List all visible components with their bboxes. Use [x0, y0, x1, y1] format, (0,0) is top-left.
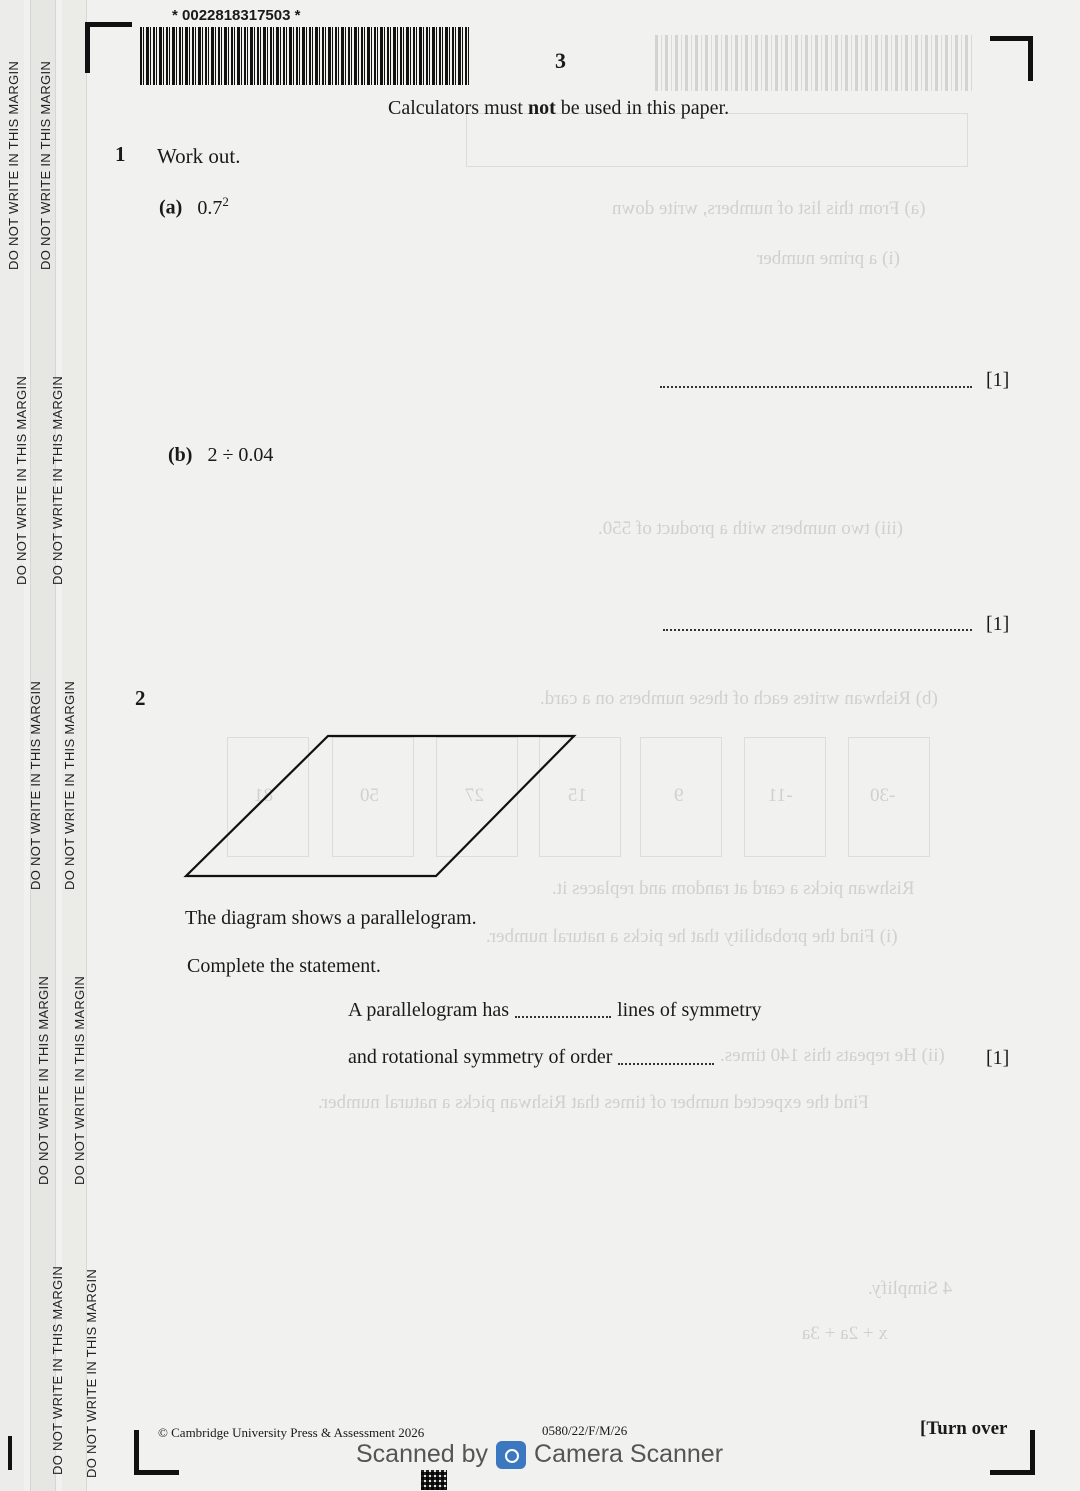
question-stem: Work out.: [157, 144, 241, 168]
margin-warning: DO NOT WRITE IN THIS MARGIN: [50, 375, 65, 585]
candidate-barcode-number: * 0022818317503 *: [172, 7, 301, 24]
corner-mark-top-left: [85, 22, 132, 73]
ghost-text: Rishwan picks a card at random and replaces it.: [552, 878, 915, 899]
ghost-barcode: [655, 35, 975, 91]
calculator-instruction: [388, 97, 729, 120]
margin-warning: DO NOT WRITE IN THIS MARGIN: [84, 1268, 99, 1478]
ghost-text: (i) Find the probability that he picks a natural number.: [486, 926, 898, 947]
answer-blank-lines-of-symmetry[interactable]: [515, 1000, 611, 1018]
scanner-label: Camera Scanner: [534, 1440, 724, 1468]
scanner-label: Scanned by: [356, 1440, 489, 1468]
margin-warning: DO NOT WRITE IN THIS MARGIN: [38, 60, 53, 270]
ghost-text: x + 2a + 3a: [802, 1323, 888, 1344]
camera-icon: [496, 1441, 526, 1469]
paper-code: 0580/22/F/M/26: [542, 1423, 628, 1438]
part-b: [168, 444, 273, 467]
ghost-text: 4 Simplify.: [868, 1278, 953, 1299]
ghost-card-value: 15: [568, 785, 587, 806]
question-number: 2: [135, 686, 146, 710]
expression-base: 0.7: [197, 196, 223, 219]
mark-allocation: [1]: [986, 1047, 1010, 1069]
ghost-card-value: 81: [254, 785, 273, 806]
ghost-text: (i) a prime number: [757, 248, 900, 269]
instruction: Complete the statement.: [187, 955, 381, 977]
ghost-card-value: -30: [870, 785, 896, 806]
margin-warning: DO NOT WRITE IN THIS MARGIN: [14, 375, 29, 585]
ghost-text: Find the expected number of times that Rishwan picks a natural number.: [318, 1092, 869, 1113]
answer-line-1a[interactable]: [660, 368, 972, 388]
expression-exponent: 2: [222, 194, 229, 209]
statement-text: A parallelogram has: [348, 999, 510, 1021]
parallelogram-diagram: [180, 728, 580, 883]
ghost-card-value: 50: [360, 785, 379, 806]
turn-over: [Turn over: [920, 1418, 1008, 1439]
margin-warning: DO NOT WRITE IN THIS MARGIN: [6, 60, 21, 270]
ghost-card-value: 27: [465, 785, 484, 806]
ghost-text: (a) From this list of numbers, write down: [612, 198, 926, 219]
corner-mark-top-right: [990, 36, 1033, 81]
answer-line-1b[interactable]: [663, 611, 972, 631]
instruction-bold: not: [527, 97, 556, 119]
part-a: [159, 194, 229, 220]
part-label: (a): [159, 196, 183, 219]
expression: 2 ÷ 0.04: [207, 444, 274, 466]
scanner-watermark: [356, 1440, 723, 1469]
qr-code-icon: [421, 1470, 447, 1490]
ghost-text: (ii) He repeats this 140 times.: [720, 1045, 945, 1066]
answer-blank-rotational-order[interactable]: [618, 1047, 714, 1065]
part-label: (b): [168, 444, 193, 466]
margin-warning: DO NOT WRITE IN THIS MARGIN: [28, 680, 43, 890]
page-number: 3: [555, 48, 566, 73]
mark-allocation: [1]: [986, 369, 1010, 391]
candidate-barcode: [140, 27, 470, 85]
margin-warning: DO NOT WRITE IN THIS MARGIN: [50, 1265, 65, 1475]
ghost-text: (iii) two numbers with a product of 550.: [598, 518, 904, 539]
margin-warning: DO NOT WRITE IN THIS MARGIN: [36, 975, 51, 1185]
corner-mark-far-left: [8, 1436, 20, 1470]
question-number: 1: [115, 142, 126, 166]
diagram-caption: The diagram shows a parallelogram.: [185, 907, 477, 929]
statement-text: lines of symmetry: [617, 999, 762, 1021]
copyright: © Cambridge University Press & Assessment 2026: [158, 1425, 425, 1440]
statement-line-2: [348, 1046, 714, 1069]
margin-warning: DO NOT WRITE IN THIS MARGIN: [62, 680, 77, 890]
mark-allocation: [1]: [986, 613, 1010, 635]
ghost-card-value: -11: [768, 785, 793, 806]
ghost-card-value: 9: [674, 785, 684, 806]
ghost-text: (b) Rishwan writes each of these numbers on a card.: [540, 688, 938, 709]
instruction-text: be used in this paper.: [555, 97, 730, 119]
statement-line-1: [348, 999, 762, 1022]
margin-warning: DO NOT WRITE IN THIS MARGIN: [72, 975, 87, 1185]
ghost-number-list-box: [466, 113, 968, 167]
instruction-text: Calculators must: [388, 97, 528, 119]
statement-text: and rotational symmetry of order: [348, 1046, 613, 1068]
parallelogram-shape: [186, 736, 574, 876]
